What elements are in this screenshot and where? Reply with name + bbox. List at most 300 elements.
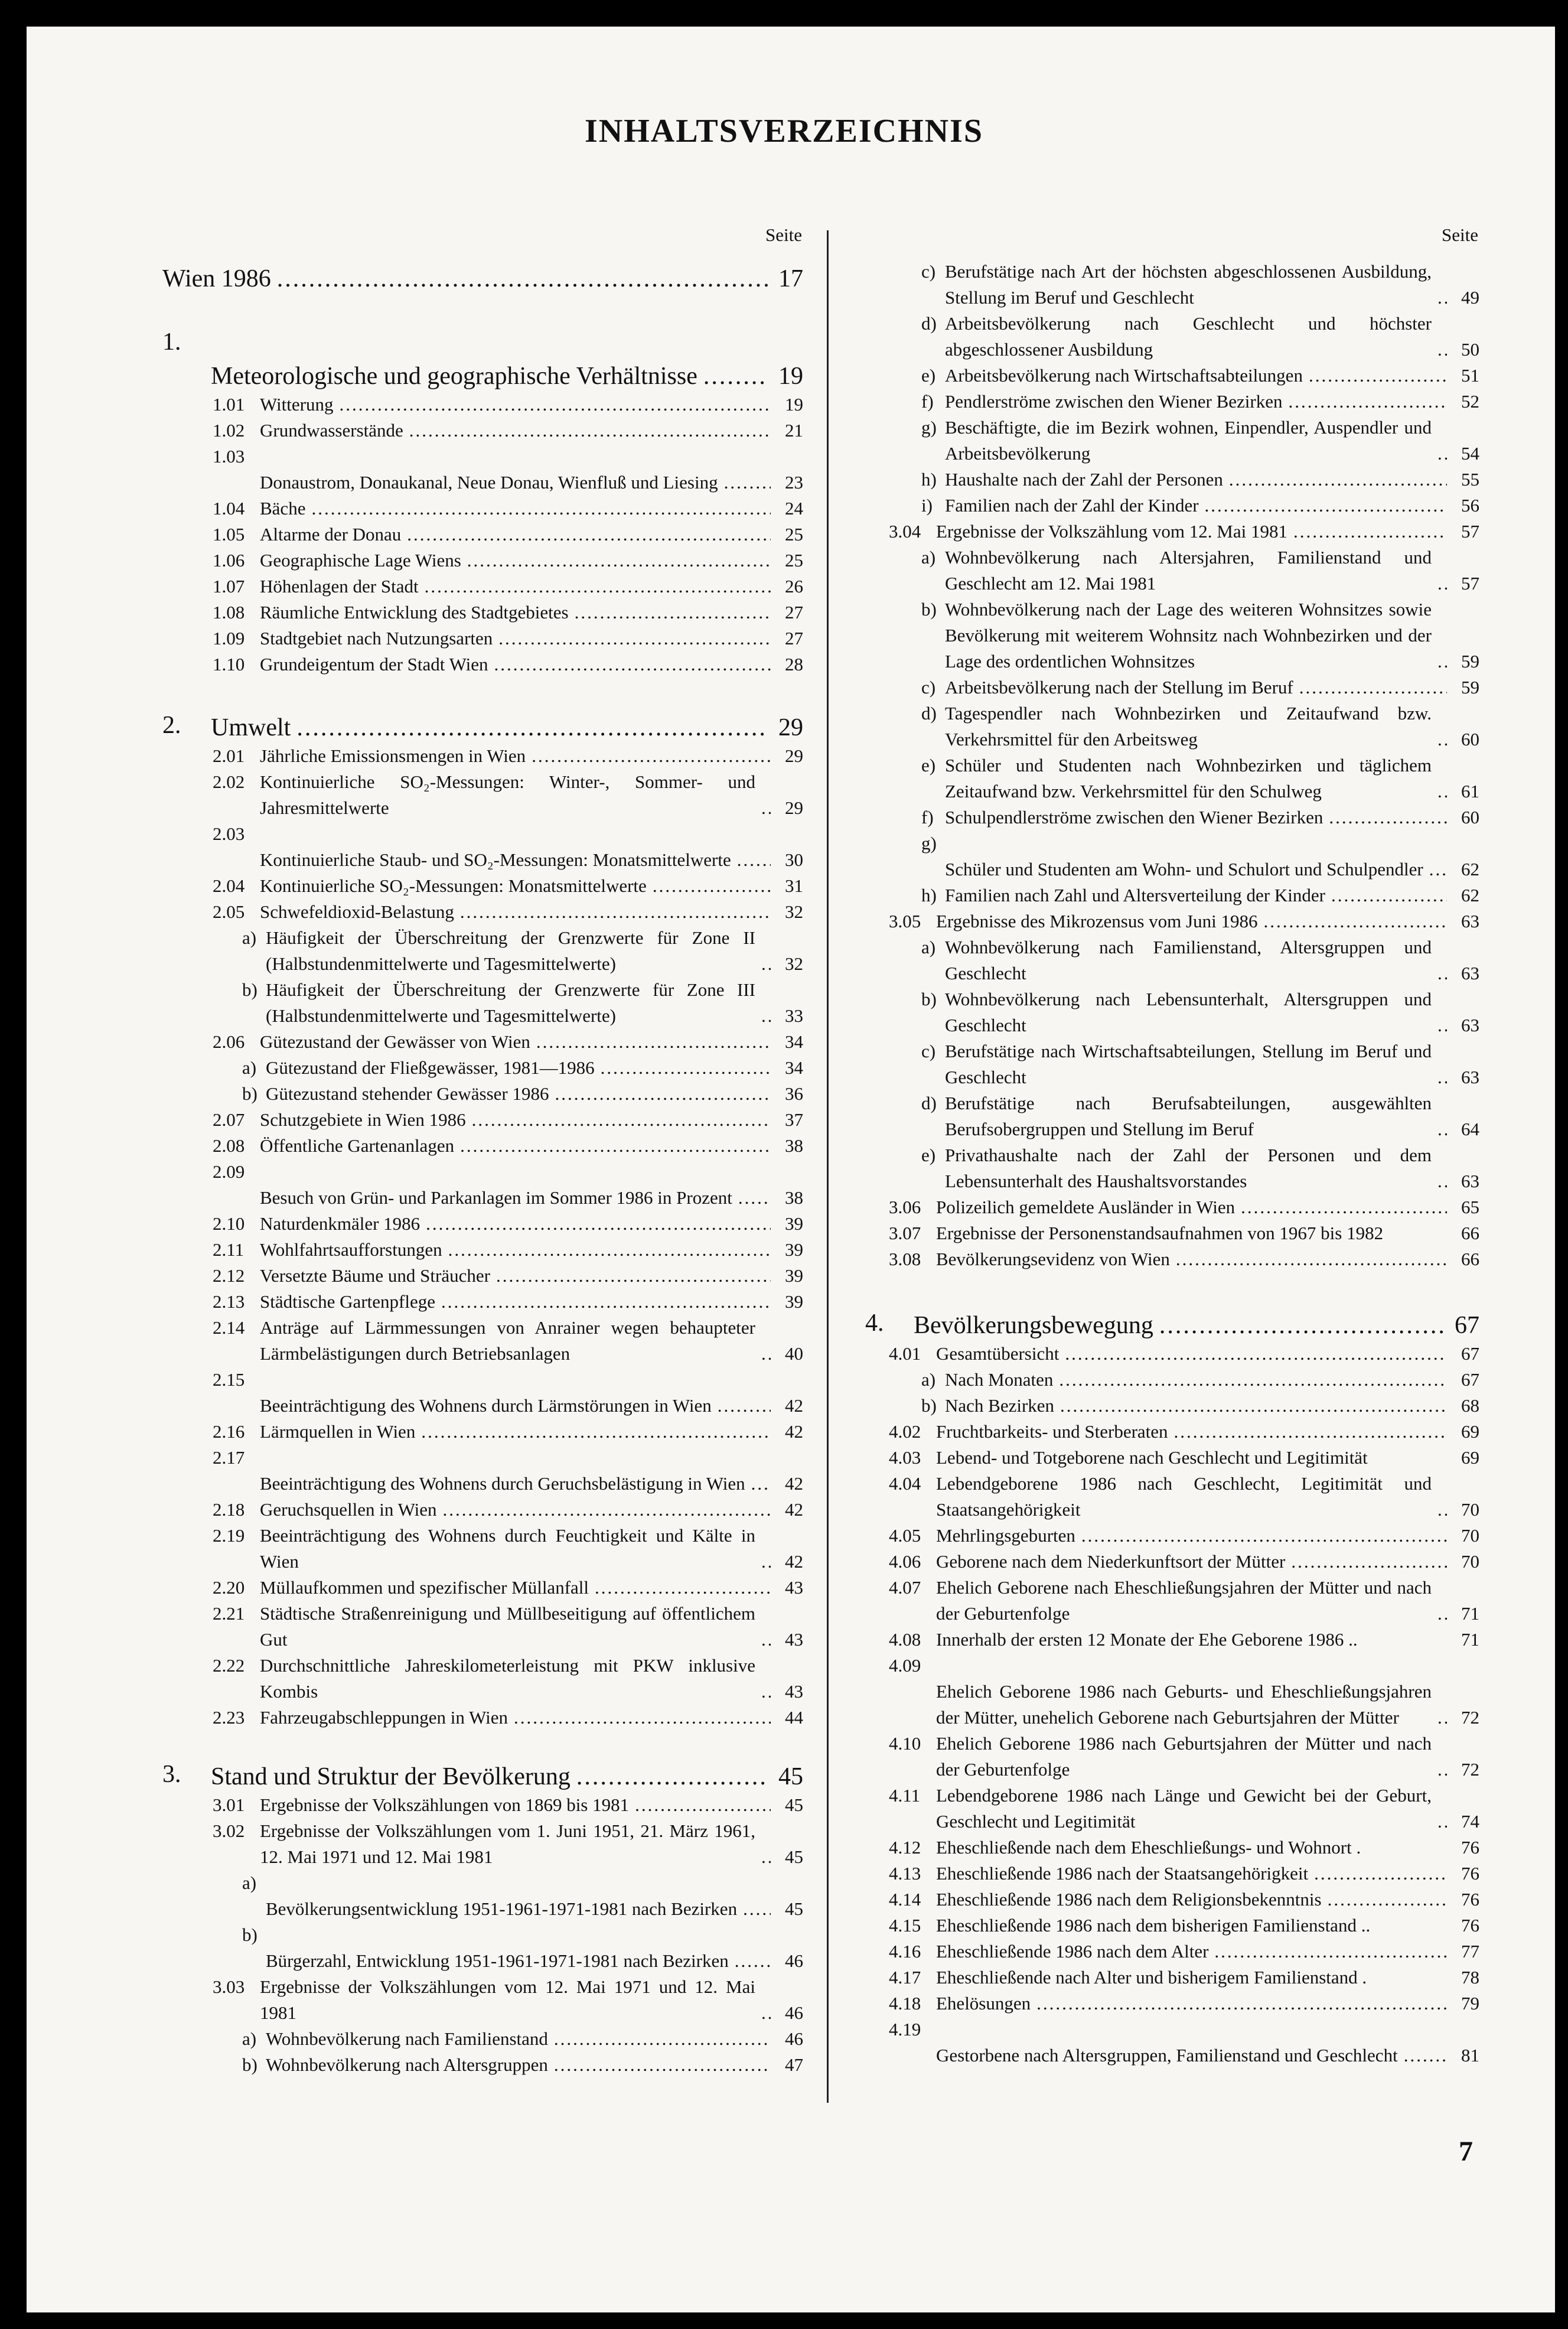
seite-label: Seite xyxy=(1442,224,1478,245)
toc-entry-number: 4.07 xyxy=(889,1577,921,1598)
dot-leader xyxy=(1081,1523,1447,1549)
toc-entry-number: 2.18 xyxy=(213,1499,245,1520)
toc-entry-title: Lebendgeborene 1986 nach Geschlecht, Legitimität und Staatsangehörigkeit xyxy=(936,1473,1432,1520)
toc-entry-number: b) xyxy=(242,979,257,1000)
toc-entry-number: h) xyxy=(921,469,937,490)
toc-page-number: 59 xyxy=(1461,651,1479,672)
toc-entry xyxy=(162,2052,803,2078)
toc-page-number: 63 xyxy=(1461,1015,1479,1035)
toc-page-number: 62 xyxy=(1461,859,1479,880)
toc-entry-number: b) xyxy=(242,1924,257,1945)
page-title: INHALTSVERZEICHNIS xyxy=(584,113,984,149)
toc-page-number: 24 xyxy=(785,498,803,519)
dot-leader xyxy=(1036,1991,1447,2017)
toc-entry-title: Gestorbene nach Altersgruppen, Familienstand und Geschlecht xyxy=(936,2045,1398,2066)
toc-entry-title: Städtische Gartenpflege xyxy=(260,1291,435,1312)
toc-entry xyxy=(162,1367,803,1419)
dot-leader xyxy=(1060,1393,1447,1419)
toc-entry-title: Donaustrom, Donaukanal, Neue Donau, Wienfluß und Liesing xyxy=(260,472,718,493)
toc-entry xyxy=(162,1133,803,1159)
toc-entry xyxy=(162,1974,803,2026)
toc-entry-number: a) xyxy=(242,1872,257,1893)
toc-page-number: 72 xyxy=(1461,1707,1479,1728)
dot-leader xyxy=(467,548,771,574)
toc-entry xyxy=(162,925,803,977)
toc-entry xyxy=(162,1211,803,1237)
toc-entry xyxy=(162,1705,803,1731)
toc-entry-title: Gütezustand der Fließgewässer, 1981—1986 xyxy=(266,1057,595,1078)
toc-entry-number: 2.16 xyxy=(213,1421,245,1442)
toc-entry-number: 4.19 xyxy=(889,2019,921,2040)
dot-leader xyxy=(1299,675,1447,701)
toc-entry xyxy=(865,1991,1479,2017)
toc-page-number: 55 xyxy=(1461,469,1479,490)
toc-entry-number: e) xyxy=(921,755,936,776)
toc-entry-title: Bäche xyxy=(260,498,306,519)
toc-entry-number: 2.21 xyxy=(213,1603,245,1624)
toc-entry-number: 4.06 xyxy=(889,1551,921,1572)
toc-entry xyxy=(865,1523,1479,1549)
column-divider xyxy=(827,230,829,2103)
dot-leader xyxy=(498,626,771,652)
dot-leader xyxy=(718,1393,771,1419)
toc-entry-title: Arbeitsbevölkerung nach Geschlecht und höchster abgeschlossener Ausbildung xyxy=(945,313,1432,360)
toc-page-number: 32 xyxy=(785,901,803,922)
dot-leader xyxy=(1314,1861,1447,1887)
toc-entry xyxy=(162,743,803,769)
toc-entry xyxy=(865,259,1479,311)
toc-entry-number: 2.11 xyxy=(213,1239,245,1260)
toc-entry-title: Gütezustand der Gewässer von Wien xyxy=(260,1031,530,1052)
toc-page-number: 72 xyxy=(1461,1759,1479,1780)
toc-entry-number: 1.09 xyxy=(213,628,245,649)
dot-leader xyxy=(1159,1310,1444,1341)
toc-page-number: 57 xyxy=(1461,573,1479,594)
toc-page-number: 70 xyxy=(1461,1551,1479,1572)
toc-entry-number: 3.02 xyxy=(213,1820,245,1841)
toc-entry-title: Stadtgebiet nach Nutzungsarten xyxy=(260,628,493,649)
toc-entry-title: Wien 1986 xyxy=(162,265,271,292)
toc-page-number: 31 xyxy=(785,875,803,896)
toc-entry-title: Städtische Straßenreinigung und Müllbeseitigung auf öffentlichem Gut xyxy=(260,1603,755,1650)
dot-leader xyxy=(1263,908,1447,934)
toc-entry-title: Gesamtübersicht xyxy=(936,1343,1060,1364)
toc-entry-title: Wohnbevölkerung nach Familienstand xyxy=(266,2028,548,2049)
toc-entry-number: g) xyxy=(921,833,937,854)
dot-leader xyxy=(761,951,771,977)
toc-entry-title: Berufstätige nach Berufsabteilungen, ausgewählten Berufsobergruppen und Stellung im Beruf xyxy=(945,1093,1432,1139)
toc-page-number: 52 xyxy=(1461,391,1479,412)
toc-entry xyxy=(865,311,1479,363)
dot-leader xyxy=(737,847,771,873)
toc-entry-title: Bevölkerungsevidenz von Wien xyxy=(936,1249,1170,1269)
toc-entry xyxy=(865,1220,1479,1246)
dot-leader xyxy=(1437,337,1447,363)
dot-leader xyxy=(339,392,771,418)
toc-entry-title: Tagespendler nach Wohnbezirken und Zeitaufwand bzw. Verkehrsmittel für den Arbeitsweg xyxy=(945,703,1432,750)
toc-entry-title: Eheschließende nach dem Eheschließungs- und Wohnort . xyxy=(936,1837,1361,1858)
toc-entry-number: 2.04 xyxy=(213,875,245,896)
toc-page-number: 39 xyxy=(785,1239,803,1260)
toc-entry-title: Häufigkeit der Überschreitung der Grenzwerte für Zone II (Halbstundenmittelwerte und Tagesmittelwerte) xyxy=(266,927,755,974)
toc-page-number: 40 xyxy=(785,1343,803,1364)
toc-entry-number: 2.23 xyxy=(213,1707,245,1728)
dot-leader xyxy=(1437,285,1447,311)
toc-entry-title: Schutzgebiete in Wien 1986 xyxy=(260,1109,466,1130)
section-spacer xyxy=(162,1731,803,1759)
toc-page-number: 21 xyxy=(785,420,803,441)
dot-leader xyxy=(751,1471,771,1497)
toc-entry-number: 4.12 xyxy=(889,1837,921,1858)
toc-entry-title: Wohnbevölkerung nach der Lage des weiteren Wohnsitzes sowie Bevölkerung mit weiterem Wohnsitz nach Wohnbezirken und der Lage des ordentlichen Wohnsitzes xyxy=(945,599,1432,672)
toc-entry-number: i) xyxy=(921,495,933,516)
toc-entry-number: 2.03 xyxy=(213,823,245,844)
toc-section-heading xyxy=(865,1308,1479,1341)
toc-entry xyxy=(865,1393,1479,1419)
toc-entry-title: Witterung xyxy=(260,394,334,415)
dot-leader xyxy=(738,1185,771,1211)
toc-entry xyxy=(865,1090,1479,1142)
toc-entry xyxy=(162,1055,803,1081)
dot-leader xyxy=(761,1627,771,1653)
toc-entry-number: a) xyxy=(921,547,936,568)
toc-entry-title: Geruchsquellen in Wien xyxy=(260,1499,437,1520)
toc-entry xyxy=(162,1818,803,1870)
toc-entry xyxy=(865,389,1479,415)
toc-entry-title: Nach Bezirken xyxy=(945,1395,1055,1416)
toc-page-number: 23 xyxy=(785,472,803,493)
toc-entry-number: a) xyxy=(921,937,936,957)
toc-entry-title: Wohnbevölkerung nach Altersgruppen xyxy=(266,2054,548,2075)
toc-entry xyxy=(865,1653,1479,1731)
toc-page-number: 38 xyxy=(785,1135,803,1156)
dot-leader xyxy=(1437,1601,1447,1627)
toc-entries-right xyxy=(865,259,1479,2069)
toc-entry-title: Lärmquellen in Wien xyxy=(260,1421,416,1442)
toc-entry-title: Eheschließende nach Alter und bisherigem Familienstand . xyxy=(936,1967,1367,1988)
toc-entry-number: 4.15 xyxy=(889,1915,921,1936)
dot-leader xyxy=(1404,2043,1447,2069)
dot-leader xyxy=(409,418,771,444)
toc-page-number: 67 xyxy=(1461,1343,1479,1364)
toc-page-number: 60 xyxy=(1461,729,1479,750)
toc-page-number: 39 xyxy=(785,1265,803,1286)
toc-section-heading xyxy=(162,259,803,294)
toc-entry-title: Ehelich Geborene nach Eheschließungsjahren der Mütter und nach der Geburtenfolge xyxy=(936,1577,1432,1624)
toc-page-number: 34 xyxy=(785,1031,803,1052)
toc-entry-number: 2.14 xyxy=(213,1317,245,1338)
toc-entry-title: Bevölkerungsentwicklung 1951-1961-1971-1981 nach Bezirken xyxy=(266,1898,738,1919)
toc-entry-title: Durchschnittliche Jahreskilometerleistung mit PKW inklusive Kombis xyxy=(260,1655,755,1702)
toc-page-number: 43 xyxy=(785,1577,803,1598)
dot-leader xyxy=(554,2052,771,2078)
dot-leader xyxy=(1205,493,1447,519)
toc-entry-title: Umwelt xyxy=(211,714,291,741)
toc-entry xyxy=(162,1263,803,1289)
toc-entry xyxy=(162,1289,803,1315)
toc-page-number: 50 xyxy=(1461,339,1479,360)
toc-entry-number: b) xyxy=(242,2054,257,2075)
toc-page-number: 27 xyxy=(785,628,803,649)
toc-entry-number: 2.22 xyxy=(213,1655,245,1676)
toc-entry-number: 4.02 xyxy=(889,1421,921,1442)
toc-entry-title: Bürgerzahl, Entwicklung 1951-1961-1971-1981 nach Bezirken xyxy=(266,1950,729,1971)
dot-leader xyxy=(554,2026,771,2052)
toc-entry-number: b) xyxy=(921,599,937,620)
toc-entry-number: 2.10 xyxy=(213,1213,245,1234)
toc-entry xyxy=(162,769,803,821)
toc-page-number: 30 xyxy=(785,849,803,870)
toc-entry xyxy=(865,934,1479,986)
dot-leader xyxy=(1241,1194,1447,1220)
toc-section-heading xyxy=(162,710,803,743)
toc-entry-number: 2.17 xyxy=(213,1447,245,1468)
dot-leader xyxy=(1329,804,1447,830)
toc-entry xyxy=(865,1627,1479,1653)
toc-entry-number: b) xyxy=(921,989,937,1009)
toc-entry-number: d) xyxy=(921,703,937,724)
toc-entry xyxy=(162,1081,803,1107)
toc-page-number: 42 xyxy=(785,1551,803,1572)
dot-leader xyxy=(460,1133,771,1159)
toc-page-number: 17 xyxy=(778,265,803,292)
toc-entry-title: Beschäftigte, die im Bezirk wohnen, Einpendler, Auspendler und Arbeitsbevölkerung xyxy=(945,417,1432,464)
toc-page-number: 42 xyxy=(785,1499,803,1520)
toc-entry xyxy=(162,1445,803,1497)
toc-entry-number: 1.02 xyxy=(213,420,245,441)
dot-leader xyxy=(407,522,771,548)
section-spacer xyxy=(162,294,803,327)
toc-entry-title: Grundwasserstände xyxy=(260,420,403,441)
toc-entry-number: 4.08 xyxy=(889,1629,921,1650)
dot-leader xyxy=(1229,467,1447,493)
toc-entry xyxy=(162,522,803,548)
toc-page-number: 49 xyxy=(1461,287,1479,308)
toc-entry-number: a) xyxy=(242,927,257,948)
toc-entry-title: Kontinuierliche SO₂-Messungen: Monatsmittelwerte xyxy=(260,875,647,896)
dot-leader xyxy=(703,361,768,392)
toc-entry xyxy=(162,1575,803,1601)
toc-page-number: 71 xyxy=(1461,1603,1479,1624)
dot-leader xyxy=(743,1896,771,1922)
toc-entry xyxy=(865,1445,1479,1471)
toc-page-number: 78 xyxy=(1461,1967,1479,1988)
toc-entry-number: d) xyxy=(921,313,937,334)
toc-entry-number: 2.08 xyxy=(213,1135,245,1156)
dot-leader xyxy=(1437,571,1447,597)
toc-page-number: 77 xyxy=(1461,1941,1479,1962)
toc-entry-number: 4.14 xyxy=(889,1889,921,1910)
toc-entry xyxy=(865,1194,1479,1220)
dot-leader xyxy=(1288,389,1447,415)
toc-entry-number: a) xyxy=(242,2028,257,2049)
toc-entry xyxy=(865,701,1479,753)
toc-entry xyxy=(865,1471,1479,1523)
toc-entry xyxy=(162,1922,803,1974)
toc-entry xyxy=(865,675,1479,701)
toc-page-number: 42 xyxy=(785,1421,803,1442)
toc-entry xyxy=(162,444,803,496)
toc-entry-title: Versetzte Bäume und Sträucher xyxy=(260,1265,490,1286)
toc-entry-title: Schüler und Studenten nach Wohnbezirken und täglichem Zeitaufwand bzw. Verkehrsmittel für den Schulweg xyxy=(945,755,1432,802)
toc-entry-title: Altarme der Donau xyxy=(260,524,402,545)
toc-entry-number: c) xyxy=(921,261,936,282)
toc-entry xyxy=(865,1367,1479,1393)
toc-entry xyxy=(162,821,803,873)
dot-leader xyxy=(425,574,771,600)
toc-entry-number: 4.01 xyxy=(889,1343,921,1364)
toc-entry-title: Schüler und Studenten am Wohn- und Schulort und Schulpendler xyxy=(945,859,1423,880)
toc-entry-title: Grundeigentum der Stadt Wien xyxy=(260,654,488,675)
toc-entry-number: c) xyxy=(921,677,936,698)
toc-entry-number: 1.08 xyxy=(213,602,245,623)
dot-leader xyxy=(532,743,771,769)
dot-leader xyxy=(1437,1064,1447,1090)
toc-page-number: 62 xyxy=(1461,885,1479,905)
toc-page-number: 45 xyxy=(785,1898,803,1919)
toc-page-number: 46 xyxy=(785,1950,803,1971)
toc-entry-title: Mehrlingsgeburten xyxy=(936,1525,1075,1546)
toc-entry xyxy=(865,1939,1479,1965)
toc-entry xyxy=(162,1601,803,1653)
toc-entry-title: Ehelich Geborene 1986 nach Geburtsjahren der Mütter und nach der Geburtenfolge xyxy=(936,1733,1432,1780)
toc-page-number: 76 xyxy=(1461,1889,1479,1910)
toc-entry xyxy=(162,1653,803,1705)
toc-entry-number: 4.05 xyxy=(889,1525,921,1546)
toc-page-number: 66 xyxy=(1461,1223,1479,1243)
toc-entry xyxy=(865,545,1479,597)
toc-page-number: 45 xyxy=(785,1846,803,1867)
toc-entry xyxy=(162,1315,803,1367)
toc-entry xyxy=(162,1159,803,1211)
toc-entry xyxy=(162,873,803,899)
toc-entry-title: Meteorologische und geographische Verhältnisse xyxy=(211,363,697,390)
section-spacer xyxy=(865,1272,1479,1308)
toc-entry-title: Häufigkeit der Überschreitung der Grenzwerte für Zone III (Halbstundenmittelwerte und Tagesmittelwerte) xyxy=(266,979,755,1026)
toc-page-number: 39 xyxy=(785,1291,803,1312)
toc-entry-number: 4.03 xyxy=(889,1447,921,1468)
toc-entry-title: Ergebnisse der Volkszählungen vom 1. Juni 1951, 21. März 1961, 12. Mai 1971 und 12. Mai 1981 xyxy=(260,1820,755,1867)
dot-leader xyxy=(724,470,771,496)
toc-entry-number: d) xyxy=(921,1093,937,1113)
toc-entry-number: h) xyxy=(921,885,937,905)
toc-entry xyxy=(865,1965,1479,1991)
toc-page-number: 33 xyxy=(785,1005,803,1026)
toc-entry-number: 1.01 xyxy=(213,394,245,415)
dot-leader xyxy=(761,1549,771,1575)
toc-entry-title: Polizeilich gemeldete Ausländer in Wien xyxy=(936,1197,1236,1217)
dot-leader xyxy=(1291,1549,1447,1575)
toc-entry xyxy=(162,977,803,1029)
toc-page-number: 67 xyxy=(1455,1312,1479,1339)
toc-entry xyxy=(865,986,1479,1038)
dot-leader xyxy=(1293,519,1447,545)
toc-entry xyxy=(162,496,803,522)
toc-entry-title: Müllaufkommen und spezifischer Müllanfall xyxy=(260,1577,589,1598)
toc-entry-number: 4.11 xyxy=(889,1785,921,1806)
toc-section-heading xyxy=(162,1759,803,1792)
toc-entry-title: Wohnbevölkerung nach Familienstand, Altersgruppen und Geschlecht xyxy=(945,937,1432,983)
toc-entry-title: Fahrzeugabschleppungen in Wien xyxy=(260,1707,508,1728)
toc-entry-title: Schwefeldioxid-Belastung xyxy=(260,901,454,922)
dot-leader xyxy=(1437,1116,1447,1142)
toc-entry xyxy=(865,830,1479,882)
dot-leader xyxy=(441,1289,771,1315)
toc-entry-number: 3. xyxy=(162,1761,181,1788)
toc-page-number: 29 xyxy=(785,797,803,818)
toc-page-number: 39 xyxy=(785,1213,803,1234)
toc-entry xyxy=(865,415,1479,467)
toc-page-number: 57 xyxy=(1461,521,1479,542)
toc-entry-number: e) xyxy=(921,1145,936,1165)
dot-leader xyxy=(1176,1246,1447,1272)
toc-entry-title: Ehelich Geborene 1986 nach Geburts- und Eheschließungsjahren der Mütter, unehelich Geborene nach Geburtsjahren der Mütter xyxy=(936,1681,1432,1728)
toc-entry-number: 2.20 xyxy=(213,1577,245,1598)
toc-entry xyxy=(865,597,1479,675)
toc-entry xyxy=(162,392,803,418)
dot-leader xyxy=(1437,1757,1447,1783)
toc-page-number: 76 xyxy=(1461,1837,1479,1858)
dot-leader xyxy=(1437,960,1447,986)
toc-page-number: 56 xyxy=(1461,495,1479,516)
toc-page-number: 46 xyxy=(785,2028,803,2049)
dot-leader xyxy=(1437,1168,1447,1194)
toc-entry-title: Eheschließende 1986 nach dem Alter xyxy=(936,1941,1209,1962)
toc-entry-title: Pendlerströme zwischen den Wiener Bezirken xyxy=(945,391,1283,412)
toc-entry-title: Lebend- und Totgeborene nach Geschlecht und Legitimität xyxy=(936,1447,1368,1468)
toc-entry-number: a) xyxy=(921,1369,936,1390)
toc-entry-number: 2.07 xyxy=(213,1109,245,1130)
toc-entry-number: 1. xyxy=(162,328,181,356)
toc-entry xyxy=(162,626,803,652)
dot-leader xyxy=(735,1948,771,1974)
toc-entries-left xyxy=(162,259,803,2078)
toc-entry xyxy=(865,1783,1479,1835)
toc-entry-title: Fruchtbarkeits- und Sterberaten xyxy=(936,1421,1168,1442)
toc-page-number: 63 xyxy=(1461,1171,1479,1191)
toc-entry-number: f) xyxy=(921,807,934,828)
toc-entry-number: 2.02 xyxy=(213,771,245,792)
toc-entry-title: Räumliche Entwicklung des Stadtgebietes xyxy=(260,602,569,623)
dot-leader xyxy=(514,1705,771,1731)
toc-entry xyxy=(865,804,1479,830)
dot-leader xyxy=(496,1263,771,1289)
toc-page-number: 69 xyxy=(1461,1447,1479,1468)
toc-page-number: 81 xyxy=(1461,2045,1479,2066)
toc-entry-title: Stand und Struktur der Bevölkerung xyxy=(211,1763,571,1790)
dot-leader xyxy=(1331,882,1447,908)
toc-page-number: 66 xyxy=(1461,1249,1479,1269)
toc-entry xyxy=(865,753,1479,804)
toc-page-number: 42 xyxy=(785,1395,803,1416)
toc-entry xyxy=(865,467,1479,493)
toc-entry-title: Anträge auf Lärmmessungen von Anrainer wegen behaupteter Lärmbelästigungen durch Betriebsanlagen xyxy=(260,1317,755,1364)
dot-leader xyxy=(1437,727,1447,753)
toc-page-number: 38 xyxy=(785,1187,803,1208)
toc-entry-title: Arbeitsbevölkerung nach der Stellung im Beruf xyxy=(945,677,1293,698)
toc-entry xyxy=(162,600,803,626)
dot-leader xyxy=(311,496,771,522)
toc-page-number: 37 xyxy=(785,1109,803,1130)
dot-leader xyxy=(1437,1705,1447,1731)
toc-page-number: 69 xyxy=(1461,1421,1479,1442)
toc-page-number: 36 xyxy=(785,1083,803,1104)
toc-page-number: 74 xyxy=(1461,1811,1479,1832)
toc-entry-number: 1.04 xyxy=(213,498,245,519)
toc-entry-number: f) xyxy=(921,391,934,412)
toc-entry-title: Beeinträchtigung des Wohnens durch Feuchtigkeit und Kälte in Wien xyxy=(260,1525,755,1572)
toc-entry-number: 3.06 xyxy=(889,1197,921,1217)
